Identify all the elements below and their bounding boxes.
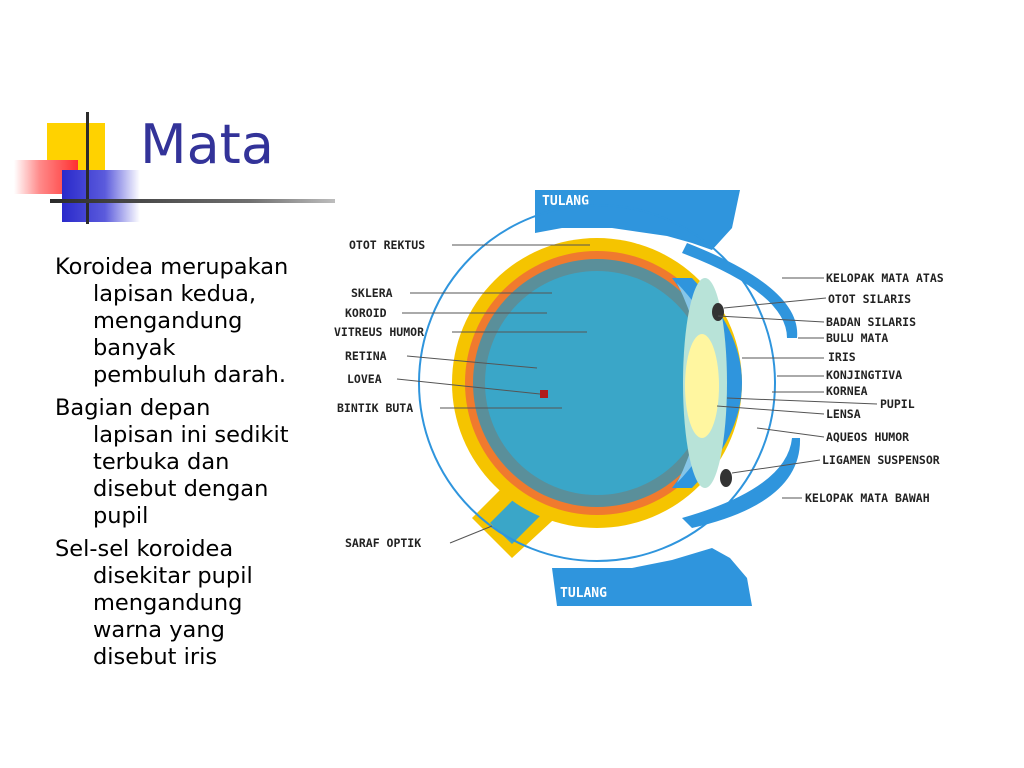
label-saraf-optik: SARAF OPTIK (345, 536, 422, 550)
label-iris: IRIS (828, 350, 856, 364)
label-bulu-mata: BULU MATA (826, 331, 889, 345)
bullet-list (55, 254, 295, 677)
label-koroid: KOROID (345, 306, 387, 320)
label-kelopak-mata-bawah: KELOPAK MATA BAWAH (805, 491, 930, 505)
label-ligamen-suspensor: LIGAMEN SUSPENSOR (822, 453, 940, 467)
slide-title: Mata (140, 113, 274, 176)
ciliary-body-bottom (720, 469, 732, 487)
bullet-item: Sel-sel koroidea disekitar pupil mengandung warna yang disebut iris (55, 536, 253, 670)
lens (685, 334, 719, 438)
bottom-bone-label: TULANG (560, 586, 607, 601)
decor-vertical-line (86, 112, 89, 224)
label-aqueos-humor: AQUEOS HUMOR (826, 430, 910, 444)
label-bintik-buta: BINTIK BUTA (337, 401, 414, 415)
blind-spot (540, 390, 548, 398)
label-kornea: KORNEA (826, 384, 868, 398)
eye-anatomy-diagram (332, 188, 982, 608)
label-pupil: PUPIL (880, 397, 915, 411)
vitreous-humor (485, 271, 709, 495)
title-underline (50, 199, 335, 203)
label-otot-silaris: OTOT SILARIS (828, 292, 912, 306)
label-lensa: LENSA (826, 407, 861, 421)
label-vitreus-humor: VITREUS HUMOR (334, 325, 425, 339)
bullet-item: Koroidea merupakan lapisan kedua, mengandung banyak pembuluh darah. (55, 254, 289, 388)
label-lovea: LOVEA (347, 372, 382, 386)
label-otot-rektus: OTOT REKTUS (349, 238, 426, 252)
label-retina: RETINA (345, 349, 387, 363)
ciliary-body-top (712, 303, 724, 321)
label-badan-silaris: BADAN SILARIS (826, 315, 917, 329)
decor-blue-square (62, 170, 140, 222)
label-konjingtiva: KONJINGTIVA (826, 368, 903, 382)
top-bone-label: TULANG (542, 194, 589, 209)
label-sklera: SKLERA (351, 286, 393, 300)
bullet-item: Bagian depan lapisan ini sedikit terbuka dan disebut dengan pupil (55, 395, 289, 529)
label-kelopak-mata-atas: KELOPAK MATA ATAS (826, 271, 944, 285)
